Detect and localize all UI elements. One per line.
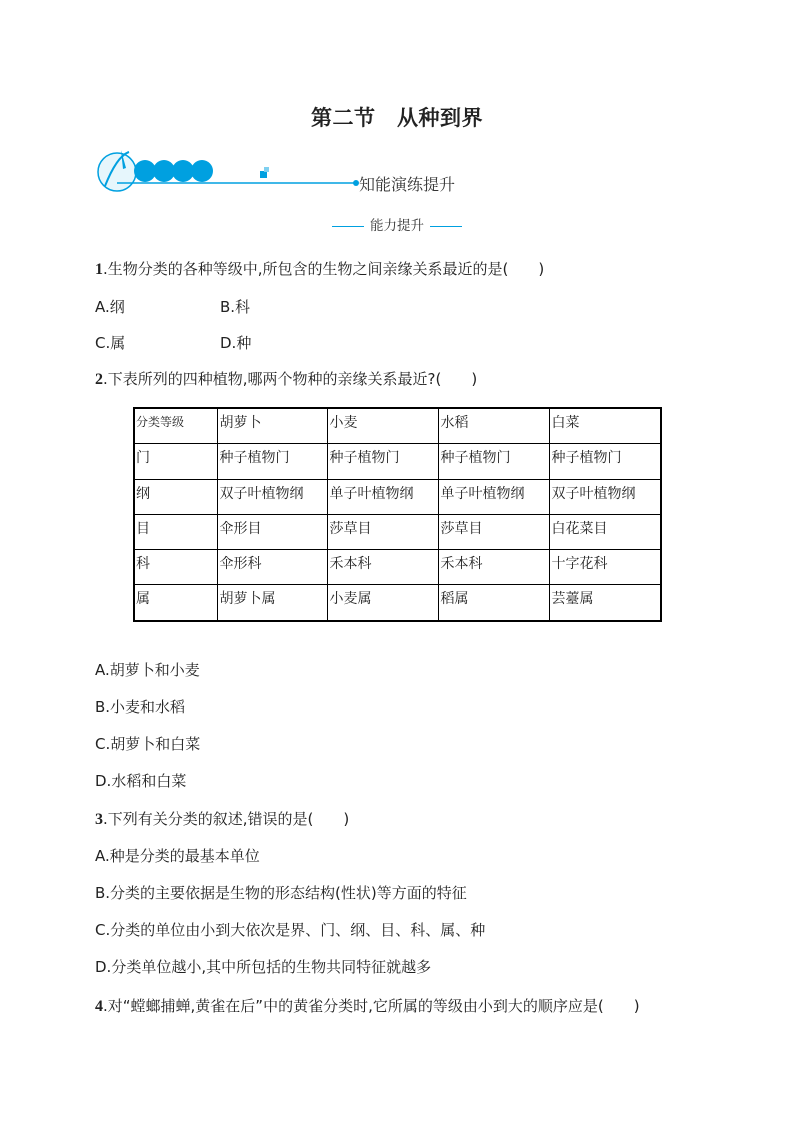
table-cell: 莎草目: [438, 514, 549, 549]
table-cell: 双子叶植物纲: [217, 479, 327, 514]
table-cell: 胡萝卜属: [217, 585, 327, 621]
decor-dot-icon: [134, 160, 156, 182]
q2-option-c: C.胡萝卜和白菜: [95, 735, 201, 753]
table-cell: 双子叶植物纲: [549, 479, 661, 514]
q2-option-b: B.小麦和水稻: [95, 698, 186, 716]
table-cell: 禾本科: [438, 550, 549, 585]
decor-dot-icon: [191, 160, 213, 182]
decor-square-icon: [260, 171, 267, 178]
table-cell: 禾本科: [327, 550, 438, 585]
table-cell: 目: [134, 514, 217, 549]
pen-logo-icon: [98, 150, 136, 191]
subheading-left-rule: [332, 226, 364, 227]
decor-dot-icon: [172, 160, 194, 182]
table-cell: 白花菜目: [549, 514, 661, 549]
question-text: .下列有关分类的叙述,错误的是( ): [103, 810, 350, 828]
question-number: 4: [95, 998, 103, 1015]
table-cell: 门: [134, 444, 217, 479]
table-row: [134, 514, 661, 549]
table-cell: 稻属: [438, 585, 549, 621]
question-3-stem: [95, 809, 349, 830]
table-row: [134, 550, 661, 585]
table-row: [134, 479, 661, 514]
table-cell: 种子植物门: [327, 444, 438, 479]
question-1-stem: [95, 259, 544, 280]
table-cell: 莎草目: [327, 514, 438, 549]
page-title: 第二节 从种到界: [311, 105, 483, 130]
subheading-right-rule: [430, 226, 462, 227]
table-cell: 伞形科: [217, 550, 327, 585]
table-cell: 小麦属: [327, 585, 438, 621]
table-header-cell: 小麦: [327, 408, 438, 444]
question-text: .对“螳螂捕蝉,黄雀在后”中的黄雀分类时,它所属的等级由小到大的顺序应是( ): [103, 997, 640, 1015]
table-cell: 伞形目: [217, 514, 327, 549]
q1-option-b: B.科: [220, 298, 251, 316]
q1-option-a: A.纲: [95, 298, 125, 316]
question-number: 1: [95, 261, 103, 278]
q1-option-d: D.种: [220, 334, 252, 352]
q3-option-c: C.分类的单位由小到大依次是界、门、纲、目、科、属、种: [95, 921, 486, 939]
table-row: [134, 585, 661, 621]
q1-option-c: C.属: [95, 334, 126, 352]
section-subheading: [0, 214, 794, 234]
question-2-stem: [95, 369, 477, 390]
question-4-stem: [95, 996, 640, 1017]
classification-table: [133, 407, 662, 622]
question-text: .下表所列的四种植物,哪两个物种的亲缘关系最近?( ): [103, 370, 478, 388]
subheading-text: 能力提升: [370, 218, 424, 234]
question-number: 2: [95, 371, 103, 388]
q3-option-a: A.种是分类的最基本单位: [95, 847, 260, 865]
table-header-cell: 白菜: [549, 408, 661, 444]
table-cell: 芸薹属: [549, 585, 661, 621]
table-row: [134, 444, 661, 479]
question-number: 3: [95, 811, 103, 828]
q3-option-b: B.分类的主要依据是生物的形态结构(性状)等方面的特征: [95, 884, 467, 902]
q2-option-a: A.胡萝卜和小麦: [95, 661, 200, 679]
table-cell: 单子叶植物纲: [438, 479, 549, 514]
table-cell: 种子植物门: [438, 444, 549, 479]
table-cell: 纲: [134, 479, 217, 514]
decor-square-icon: [264, 167, 269, 172]
table-cell: 科: [134, 550, 217, 585]
table-cell: 种子植物门: [549, 444, 661, 479]
table-header-cell: 水稻: [438, 408, 549, 444]
table-header-row: [134, 408, 661, 444]
table-cell: 单子叶植物纲: [327, 479, 438, 514]
table-cell: 种子植物门: [217, 444, 327, 479]
decor-dot-icon: [153, 160, 175, 182]
table-header-cell: 胡萝卜: [217, 408, 327, 444]
table-cell: 十字花科: [549, 550, 661, 585]
q3-option-d: D.分类单位越小,其中所包括的生物共同特征就越多: [95, 958, 432, 976]
banner-label: 知能演练提升: [359, 175, 456, 194]
question-text: .生物分类的各种等级中,所包含的生物之间亲缘关系最近的是( ): [103, 260, 545, 278]
table-header-cell: 分类等级: [134, 408, 217, 444]
q2-option-d: D.水稻和白菜: [95, 772, 187, 790]
table-cell: 属: [134, 585, 217, 621]
